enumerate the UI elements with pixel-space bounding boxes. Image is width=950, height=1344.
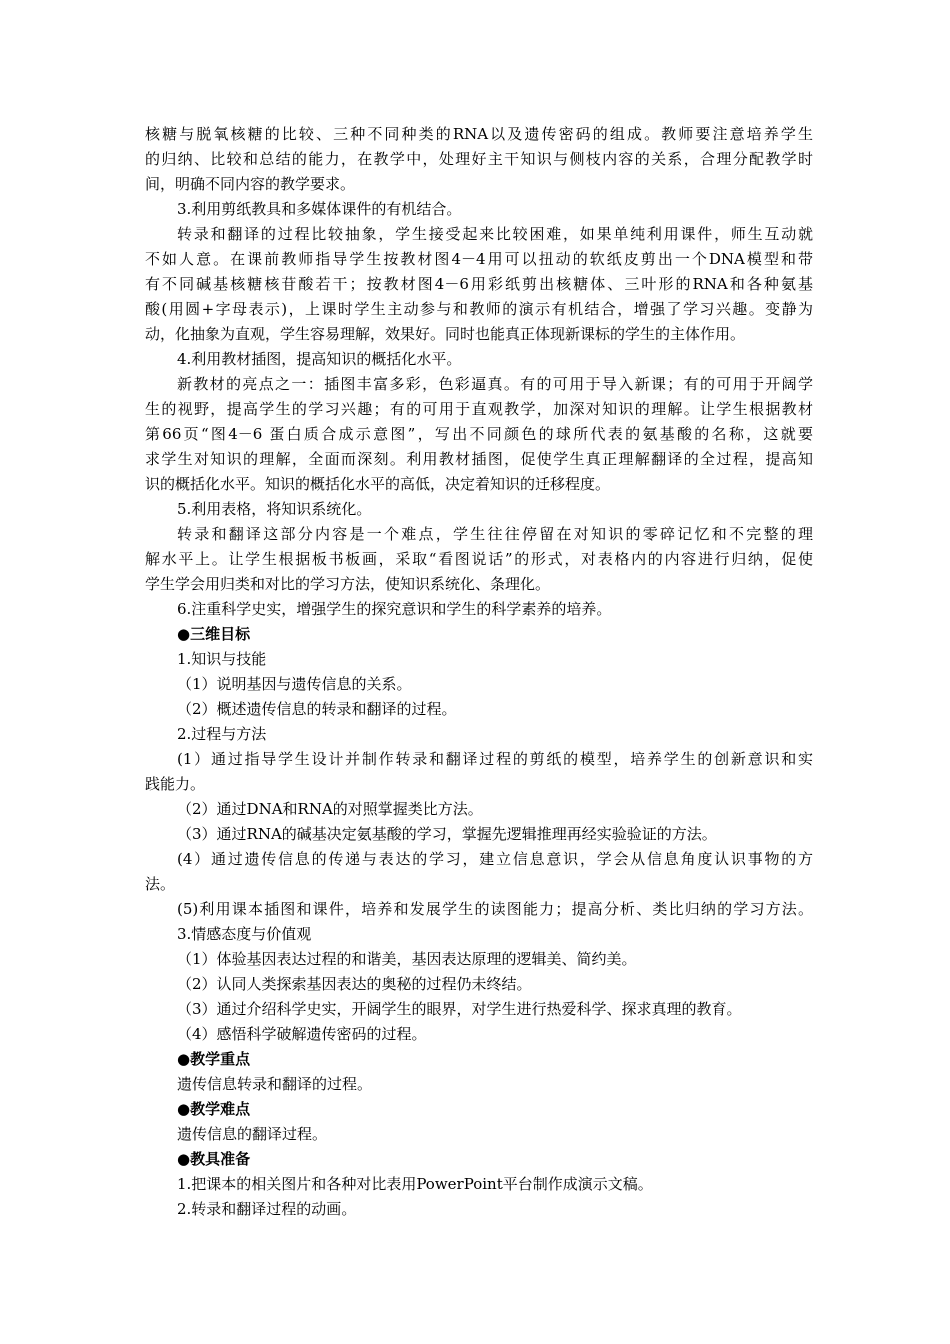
text-line: 3.情感态度与价值观	[177, 925, 312, 943]
section-heading: ●教学重点	[177, 1050, 251, 1068]
text-line: 6.注重科学史实，增强学生的探究意识和学生的科学素养的培养。	[177, 600, 612, 618]
text-line: 遗传信息转录和翻译的过程。	[177, 1075, 373, 1093]
text-line: 法。	[145, 875, 176, 893]
text-line: （2）通过DNA和RNA的对照掌握类比方法。	[177, 800, 483, 818]
text-line: 遗传信息的翻译过程。	[177, 1125, 328, 1143]
text-line: 间，明确不同内容的教学要求。	[145, 175, 356, 193]
text-line: 1.把课本的相关图片和各种对比表用PowerPoint平台制作成演示文稿。	[177, 1175, 653, 1193]
text-line: 转录和翻译的过程比较抽象，学生接受起来比较困难，如果单纯利用课件，师生互动就	[177, 225, 813, 243]
text-line: 有不同碱基核糖核苷酸若干；按教材图4－6用彩纸剪出核糖体、三叶形的RNA和各种氨基	[145, 275, 813, 293]
text-line: 1.知识与技能	[177, 650, 267, 668]
text-line: 酸(用圆+字母表示)，上课时学生主动参与和教师的演示有机结合，增强了学习兴趣。变静为	[145, 300, 813, 318]
text-line: 求学生对知识的理解，全面而深刻。利用教材插图，促使学生真正理解翻译的全过程，提高知	[145, 450, 813, 468]
text-line: 5.利用表格，将知识系统化。	[177, 500, 372, 518]
section-heading: ●教具准备	[177, 1150, 251, 1168]
text-line: 不如人意。在课前教师指导学生按教材图4－4用可以扭动的软纸皮剪出一个DNA模型和带	[145, 250, 813, 268]
text-line: 动，化抽象为直观，学生容易理解，效果好。同时也能真正体现新课标的学生的主体作用。	[145, 325, 746, 343]
text-line: 践能力。	[145, 775, 206, 793]
text-line: 的归纳、比较和总结的能力，在教学中，处理好主干知识与侧枝内容的关系，合理分配教学时	[145, 150, 813, 168]
text-line: (5)利用课本插图和课件，培养和发展学生的读图能力；提高分析、类比归纳的学习方法。	[177, 900, 813, 918]
text-line: 第66页“图4－6 蛋白质合成示意图”，写出不同颜色的球所代表的氨基酸的名称，这就要	[145, 425, 813, 443]
text-line: （3）通过介绍科学史实，开阔学生的眼界，对学生进行热爱科学、探求真理的教育。	[177, 1000, 742, 1018]
section-heading: ●三维目标	[177, 625, 251, 643]
text-line: （1）体验基因表达过程的和谐美，基因表达原理的逻辑美、简约美。	[177, 950, 637, 968]
text-line: （4）感悟科学破解遗传密码的过程。	[177, 1025, 427, 1043]
text-line: (1）通过指导学生设计并制作转录和翻译过程的剪纸的模型，培养学生的创新意识和实	[177, 750, 813, 768]
text-line: 2.过程与方法	[177, 725, 267, 743]
text-line: 核糖与脱氧核糖的比较、三种不同种类的RNA以及遗传密码的组成。教师要注意培养学生	[145, 125, 813, 143]
section-heading: ●教学难点	[177, 1100, 251, 1118]
text-line: 3.利用剪纸教具和多媒体课件的有机结合。	[177, 200, 462, 218]
text-line: 4.利用教材插图，提高知识的概括化水平。	[177, 350, 462, 368]
text-line: 转录和翻译这部分内容是一个难点，学生往往停留在对知识的零碎记忆和不完整的理	[177, 525, 813, 543]
text-line: （2）概述遗传信息的转录和翻译的过程。	[177, 700, 457, 718]
text-line: 2.转录和翻译过程的动画。	[177, 1200, 357, 1218]
text-line: （2）认同人类探索基因表达的奥秘的过程仍未终结。	[177, 975, 532, 993]
document-page	[145, 122, 813, 1222]
text-line: 识的概括化水平。知识的概括化水平的高低，决定着知识的迁移程度。	[145, 475, 611, 493]
text-line: （1）说明基因与遗传信息的关系。	[177, 675, 412, 693]
text-line: 新教材的亮点之一：插图丰富多彩，色彩逼真。有的可用于导入新课；有的可用于开阔学	[177, 375, 813, 393]
text-line: 生的视野，提高学生的学习兴趣；有的可用于直观教学，加深对知识的理解。让学生根据教材	[145, 400, 813, 418]
text-line: (4）通过遗传信息的传递与表达的学习，建立信息意识，学会从信息角度认识事物的方	[177, 850, 813, 868]
text-line: （3）通过RNA的碱基决定氨基酸的学习，掌握先逻辑推理再经实验验证的方法。	[177, 825, 717, 843]
text-line: 解水平上。让学生根据板书板画，采取“看图说话”的形式，对表格内的内容进行归纳，促使	[145, 550, 813, 568]
text-line: 学生学会用归类和对比的学习方法，使知识系统化、条理化。	[145, 575, 551, 593]
